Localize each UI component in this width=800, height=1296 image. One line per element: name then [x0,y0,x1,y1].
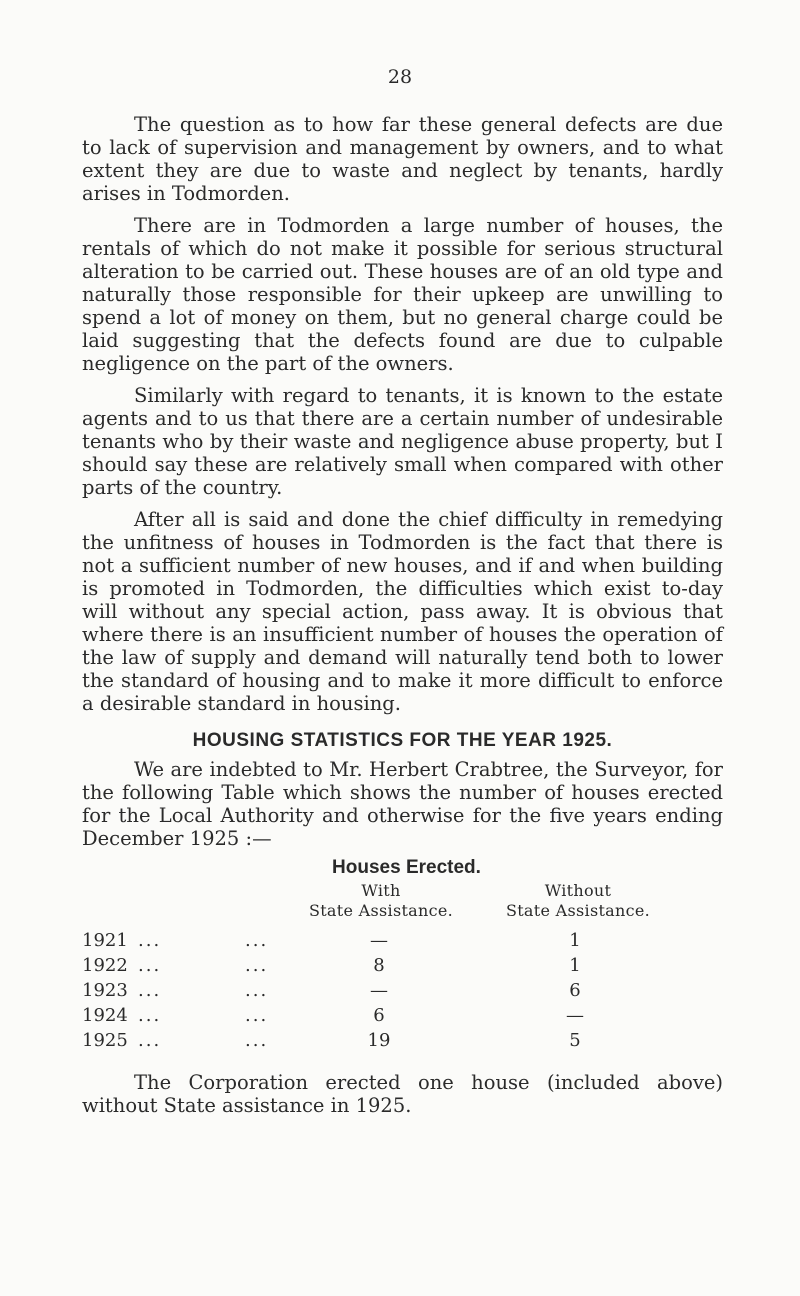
row-with-value: 19 [367,1030,391,1051]
row-year: 1923 [82,980,128,1001]
row-leader: ... [138,980,162,1001]
header-with-state-assistance [306,881,456,921]
table-title: Houses Erected. [332,857,481,878]
row-leader: ... [245,980,269,1001]
section-heading: HOUSING STATISTICS FOR THE YEAR 1925. [192,730,613,751]
row-with-value: 6 [373,1005,385,1026]
row-with-value: 8 [373,955,385,976]
header-with-line1: With [361,881,401,900]
row-year: 1921 [82,930,128,951]
section-intro: We are indebted to Mr. Herbert Crabtree, the Surveyor, for the following Table which shows the number of houses erected for the Local Authority and otherwise for the five years ending December 1925 :— [82,758,723,850]
row-with-value: — [370,980,388,1001]
header-without-state-assistance [498,881,658,921]
page-number: 28 [387,66,413,88]
row-leader: ... [245,1030,269,1051]
row-without-value: 1 [569,955,581,976]
row-year: 1924 [82,1005,128,1026]
houses-erected-table [82,879,723,1109]
row-without-value: 5 [569,1030,581,1051]
row-leader: ... [138,1005,162,1026]
paragraph-2: There are in Todmorden a large number of houses, the rentals of which do not make it possible for serious structural alteration to be carried out. These houses are of an old type and naturally those responsible for their upkeep are unwilling to spend a lot of money on them, but no general charge could be laid suggesting that the defects found are due to culpable negligence on the part of the owners. [82,214,723,375]
row-leader: ... [245,1005,269,1026]
row-year: 1925 [82,1030,128,1051]
row-leader: ... [138,1030,162,1051]
paragraph-4: After all is said and done the chief difficulty in remedying the unfitness of houses in Todmorden is the fact that there is not a sufficient number of new houses, and if and when building is promoted in Todmorden, the difficulties which exist to-day will without any special action, pass away. It is obvious that where there is an insufficient number of houses the operation of the law of supply and demand will naturally tend both to lower the standard of housing and to make it more difficult to enforce a desirable standard in housing. [82,508,723,715]
row-without-value: 1 [569,930,581,951]
row-leader: ... [138,955,162,976]
closing-note: The Corporation erected one house (included above) without State assistance in 1925. [82,1071,723,1117]
table-row [82,979,723,1004]
header-without-line2: State Assistance. [505,901,651,920]
header-with-line2: State Assistance. [308,901,454,920]
row-with-value: — [370,930,388,951]
table-row [82,1004,723,1029]
row-leader: ... [138,930,162,951]
row-without-value: 6 [569,980,581,1001]
document-body [82,113,723,1117]
row-without-value: — [566,1005,584,1026]
table-row [82,1029,723,1054]
header-without-line1: Without [544,881,612,900]
table-row [82,954,723,979]
row-year: 1922 [82,955,128,976]
row-leader: ... [245,955,269,976]
table-row [82,929,723,954]
row-leader: ... [245,930,269,951]
paragraph-1: The question as to how far these general defects are due to lack of supervision and management by owners, and to what extent they are due to waste and neglect by tenants, hardly arises in Todmorden. [82,113,723,205]
paragraph-3: Similarly with regard to tenants, it is known to the estate agents and to us that there are a certain number of undesirable tenants who by their waste and negligence abuse property, but I should say these are relatively small when compared with other parts of the country. [82,384,723,499]
